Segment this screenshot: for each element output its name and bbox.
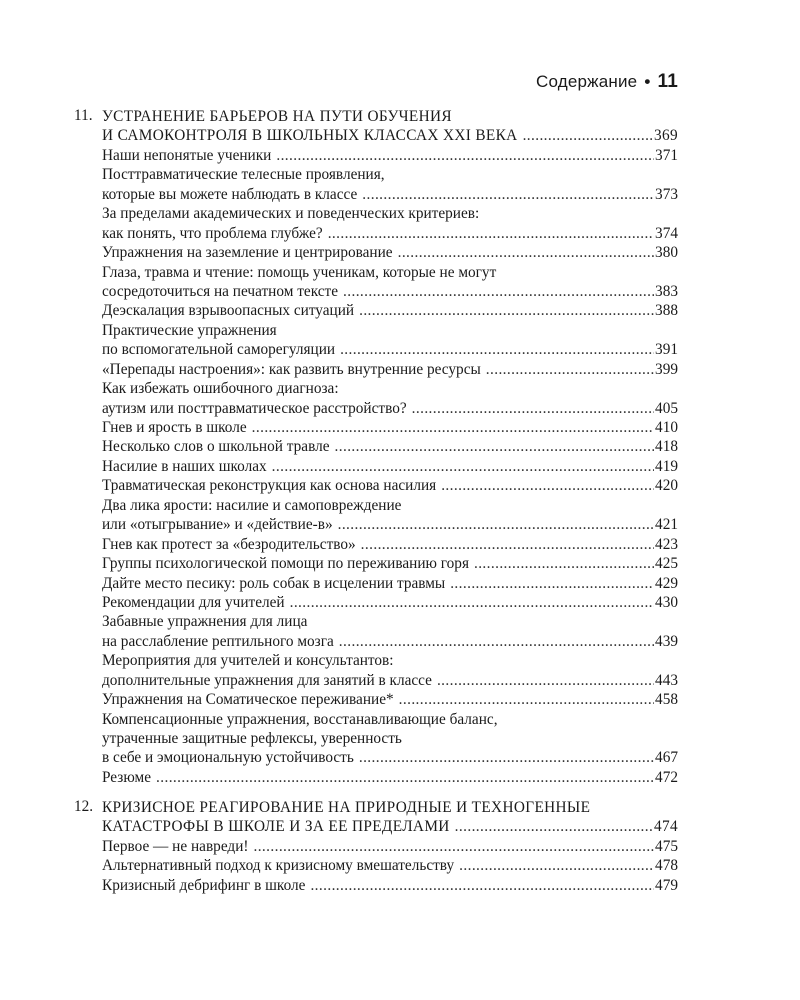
toc-line — [102, 243, 678, 262]
toc-line — [102, 165, 678, 184]
toc-line — [102, 651, 678, 670]
toc-entry — [102, 710, 678, 768]
toc-line — [102, 301, 678, 320]
toc-line-text: Практические упражнения — [102, 321, 277, 339]
dot-leader — [359, 748, 654, 767]
page-ref: 421 — [655, 516, 678, 534]
toc-line-text: Группы психологической помощи по переживанию горя — [102, 555, 469, 573]
toc-line — [102, 146, 678, 165]
toc-line-text: Несколько слов о школьной травле — [102, 438, 330, 456]
toc-line-text: Травматическая реконструкция как основа насилия — [102, 477, 437, 495]
chapter-11 — [74, 107, 678, 787]
page-ref: 472 — [655, 768, 678, 786]
toc-entry — [102, 593, 678, 612]
toc-entry — [102, 204, 678, 243]
toc-line-text: Наши непонятые ученики — [102, 146, 272, 164]
dot-leader — [450, 574, 654, 593]
toc-line — [102, 593, 678, 612]
running-head — [536, 71, 678, 93]
toc-line-text: За пределами академических и поведенческих критериев: — [102, 205, 480, 223]
toc-line — [102, 107, 678, 126]
dot-leader — [340, 340, 654, 359]
toc-line-text: Деэскалация взрывоопасных ситуаций — [102, 302, 355, 320]
toc-line — [102, 535, 678, 554]
toc-line — [102, 457, 678, 476]
toc-entry — [102, 535, 678, 554]
dot-leader — [486, 360, 654, 379]
toc-line — [102, 204, 678, 223]
toc-line-text: Первое — не навреди! — [102, 837, 249, 855]
page-ref: 374 — [655, 224, 678, 242]
dot-leader — [455, 817, 653, 836]
toc-entry — [102, 476, 678, 495]
toc-line — [102, 515, 678, 534]
toc-line — [102, 554, 678, 573]
toc-line-text: Посттравматические телесные проявления, — [102, 166, 385, 184]
toc-entry — [102, 768, 678, 787]
toc-line-text: КРИЗИСНОЕ РЕАГИРОВАНИЕ НА ПРИРОДНЫЕ И ТЕХНОГЕННЫЕ — [102, 799, 591, 816]
chapter-title — [102, 107, 678, 146]
toc-line-text: Гнев и ярость в школе — [102, 419, 247, 436]
toc-line-text: которые вы можете наблюдать в классе — [102, 185, 358, 203]
toc-line — [102, 126, 678, 145]
toc-line-text: как понять, что проблема глубже? — [102, 224, 323, 242]
toc-entry — [102, 243, 678, 262]
toc-line — [102, 837, 678, 856]
dot-leader — [437, 671, 654, 690]
chapter-number: 11. — [74, 107, 93, 124]
toc-entry — [102, 856, 678, 875]
page-ref: 475 — [655, 837, 678, 855]
toc-line-text: Упражнения на Соматическое переживание* — [102, 691, 394, 709]
chapter-entries — [102, 107, 678, 787]
dot-leader — [523, 126, 653, 145]
toc-entry — [102, 574, 678, 593]
dot-leader — [253, 837, 654, 856]
toc-line — [102, 224, 678, 243]
toc-line — [102, 876, 678, 895]
toc-line-text: Как избежать ошибочного диагноза: — [102, 380, 339, 398]
toc-line-text: УСТРАНЕНИЕ БАРЬЕРОВ НА ПУТИ ОБУЧЕНИЯ — [102, 108, 452, 125]
toc-line-text: И САМОКОНТРОЛЯ В ШКОЛЬНЫХ КЛАССАХ XXI ВЕКА — [102, 127, 518, 145]
page-ref: 467 — [655, 749, 678, 767]
dot-leader — [359, 301, 654, 320]
page-ref: 419 — [655, 457, 678, 475]
chapter-entries — [102, 798, 678, 895]
dot-leader — [343, 282, 654, 301]
toc-line-text: Два лика ярости: насилие и самоповреждение — [102, 496, 402, 514]
toc-line-text: КАТАСТРОФЫ В ШКОЛЕ И ЗА ЕЕ ПРЕДЕЛАМИ — [102, 818, 450, 836]
toc-line-text: Гнев как протест за «безродительство» — [102, 535, 356, 553]
dot-leader — [335, 437, 655, 456]
toc-line — [102, 690, 678, 709]
toc-line — [102, 437, 678, 456]
page-ref: 474 — [654, 818, 678, 836]
toc-line-text: Дайте место песику: роль собак в исцелении травмы — [102, 574, 446, 592]
page-number: 11 — [657, 71, 678, 92]
toc-line-text: дополнительные упражнения для занятий в классе — [102, 671, 432, 689]
page-ref: 425 — [655, 555, 678, 573]
toc-entry — [102, 554, 678, 573]
page-ref: 410 — [655, 419, 678, 436]
toc-entry — [102, 379, 678, 418]
toc-line — [102, 768, 678, 787]
dot-leader — [474, 554, 654, 573]
toc-entry — [102, 360, 678, 379]
toc-entry — [102, 321, 678, 360]
page-ref: 423 — [655, 535, 678, 553]
running-head-separator: • — [644, 72, 651, 91]
page-ref: 373 — [655, 185, 678, 203]
toc-entry — [102, 690, 678, 709]
page-ref: 383 — [655, 282, 678, 300]
page-ref: 439 — [655, 632, 678, 650]
toc-line — [102, 574, 678, 593]
toc-line — [102, 729, 678, 748]
page-ref: 388 — [655, 302, 678, 320]
toc-line — [102, 856, 678, 875]
toc-line — [102, 612, 678, 631]
toc-entry — [102, 301, 678, 320]
toc-line-text: по вспомогательной саморегуляции — [102, 341, 336, 359]
page-ref: 430 — [655, 593, 678, 611]
toc-entry — [102, 418, 678, 437]
toc-entry — [102, 457, 678, 476]
dot-leader — [338, 515, 654, 534]
toc-line-text: Мероприятия для учителей и консультантов: — [102, 652, 394, 670]
toc-entry — [102, 437, 678, 456]
dot-leader — [412, 399, 654, 418]
toc-line-text: «Перепады настроения»: как развить внутренние ресурсы — [102, 360, 481, 378]
toc-line — [102, 185, 678, 204]
toc-line — [102, 399, 678, 418]
toc-line-text: на расслабление рептильного мозга — [102, 632, 334, 650]
toc-line — [102, 418, 678, 437]
page-ref: 478 — [655, 857, 678, 875]
page-ref: 391 — [655, 341, 678, 359]
toc-entry — [102, 263, 678, 302]
toc-entry — [102, 165, 678, 204]
toc-line — [102, 798, 678, 817]
dot-leader — [156, 768, 654, 787]
dot-leader — [362, 185, 654, 204]
toc-line — [102, 340, 678, 359]
dot-leader — [399, 690, 654, 709]
toc-line-text: Альтернативный подход к кризисному вмешательству — [102, 857, 455, 875]
toc-line-text: в себе и эмоциональную устойчивость — [102, 749, 354, 767]
toc-line — [102, 476, 678, 495]
toc-entry — [102, 612, 678, 651]
toc-line — [102, 263, 678, 282]
toc-line — [102, 496, 678, 515]
page-ref: 380 — [655, 244, 678, 262]
toc-line-text: Забавные упражнения для лица — [102, 613, 308, 631]
toc-line — [102, 379, 678, 398]
dot-leader — [272, 457, 654, 476]
toc-entry — [102, 651, 678, 690]
running-head-section: Содержание — [535, 72, 638, 91]
chapter-title — [102, 798, 678, 837]
dot-leader — [252, 418, 654, 437]
dot-leader — [361, 535, 654, 554]
toc-line-text: Компенсационные упражнения, восстанавливающие баланс, — [102, 710, 498, 728]
toc-entry — [102, 496, 678, 535]
toc-line-text: Упражнения на заземление и центрирование — [102, 244, 393, 262]
chapter-12 — [74, 798, 678, 895]
toc-entry — [102, 146, 678, 165]
page-ref: 429 — [655, 574, 678, 592]
page-ref: 371 — [655, 146, 678, 164]
toc-entry — [102, 876, 678, 895]
toc-entry — [102, 837, 678, 856]
chapter-number: 12. — [74, 798, 94, 815]
toc-line — [102, 710, 678, 729]
toc-line — [102, 632, 678, 651]
toc-line — [102, 360, 678, 379]
page-ref: 479 — [655, 876, 678, 894]
dot-leader — [310, 876, 654, 895]
dot-leader — [290, 593, 654, 612]
dot-leader — [441, 476, 654, 495]
page-ref: 443 — [655, 671, 678, 689]
toc-line — [102, 321, 678, 340]
page-ref: 369 — [654, 127, 678, 145]
toc-line — [102, 282, 678, 301]
page-ref: 458 — [655, 691, 678, 709]
toc-line-text: или «отыгрывание» и «действие-в» — [102, 516, 333, 534]
dot-leader — [328, 224, 654, 243]
page-ref: 418 — [655, 438, 678, 456]
toc-line-text: Кризисный дебрифинг в школе — [102, 876, 306, 894]
page-ref: 399 — [655, 360, 678, 378]
toc-line-text: утраченные защитные рефлексы, уверенность — [102, 730, 402, 747]
page-ref: 420 — [655, 477, 678, 495]
toc-line-text: Резюме — [102, 768, 152, 786]
toc-line — [102, 671, 678, 690]
toc-line — [102, 748, 678, 767]
toc-line-text: Насилие в наших школах — [102, 457, 267, 475]
toc-line-text: аутизм или посттравматическое расстройство? — [102, 399, 407, 417]
toc-line-text: Глаза, травма и чтение: помощь ученикам, которые не могут — [102, 263, 497, 281]
dot-leader — [339, 632, 654, 651]
dot-leader — [459, 856, 654, 875]
dot-leader — [398, 243, 654, 262]
page-ref: 405 — [655, 399, 678, 417]
toc-line-text: сосредоточиться на печатном тексте — [102, 282, 339, 300]
toc-line-text: Рекомендации для учителей — [102, 593, 285, 611]
toc-line — [102, 817, 678, 836]
dot-leader — [276, 146, 654, 165]
